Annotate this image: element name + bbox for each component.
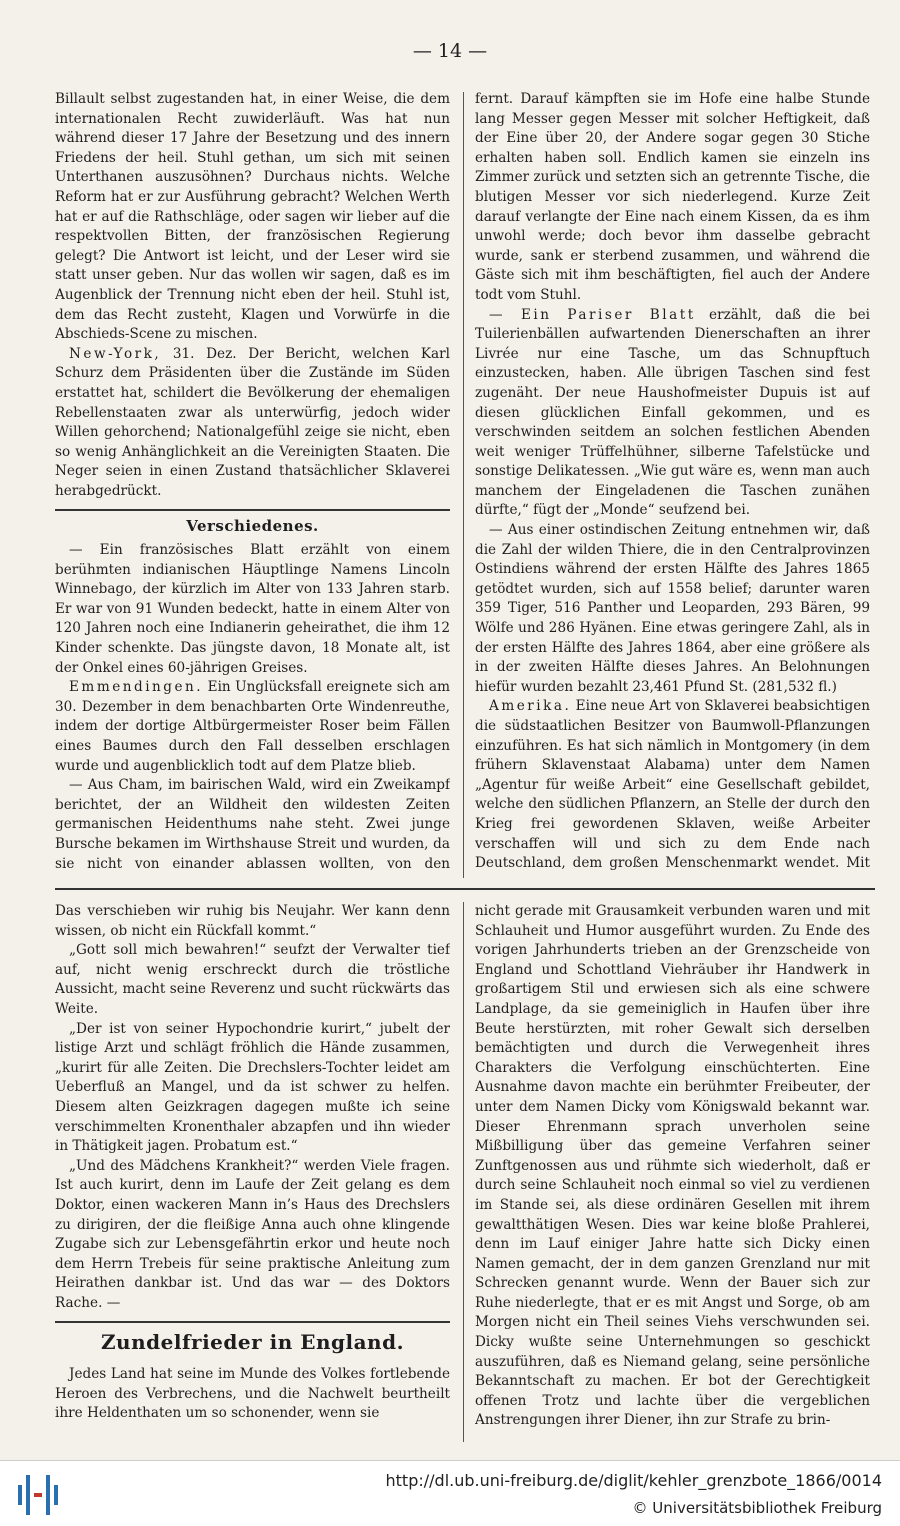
dateline: — Ein Pariser Blatt [489,306,696,323]
paragraph-text: — Aus Cham, im bairischen Wald, wird ein Zweikampf berichtet, der an Wildheit den wildesten Zeiten germanischen Heidenthums nahe steht. Zwei junge Bursche bekamen im Wirthshause Streit und wurden, da sie nicht von einander ablassen wollten, von den [55,777,450,872]
paragraph [55,941,450,1019]
paragraph-text: — Aus einer ostindischen Zeitung entnehmen wir, daß die Zahl der wilden Thiere, die in den Centralprovinzen Ostindiens während der ersten Hälfte des Jahres 1865 getödtet wurden, sich auf 1558 belief; darunter waren 359 Tiger, 516 Panther und Leoparden, 293 Bären, 99 Wölfe und 286 Hyänen. Eine etwas geringere Zahl, als in der ersten Hälfte des Jahres 1864, aber eine größere als in der zweiten Hälfte dieses Jahres. An Belohnungen hiefür wurden bezahlt 23,461 Pfund St. (281,532 fl.) [475,522,870,695]
dateline: Emmendingen. [69,679,204,696]
paragraph [55,541,450,678]
paragraph [55,678,450,776]
paragraph [55,1365,450,1424]
dateline: New-York, [69,345,162,362]
paragraph-text: Jedes Land hat seine im Munde des Volkes fortlebende Heroen des Verbrechens, und die Nachwelt beurtheilt ihre Heldenthaten um so schonender, wenn sie [55,1366,450,1422]
paragraph-text: erzählt, daß die bei Tuilerienbällen aufwartenden Dienerschaften an ihrer Livrée nur eine Tasche, um das Schnupftuch einzustecken, haben. Alle übrigen Taschen sind fest zugenäht. Der neue Haushofmeister Dupuis ist auf diesen glücklichen Einfall gekommen, und es verschwinden seitdem an solchen festlichen Abenden weit weniger Trüffelhühner, silberne Tafelstücke und sonstige Delikatessen. „Wie gut wäre es, wenn man auch manchem der Eingeladenen die Taschen zunähen dürfte,“ fügt der „Monde“ seufzend bei. [475,306,870,519]
paragraph [475,902,870,1431]
paragraph-text: Eine neue Art von Sklaverei beabsichtigen die südstaatlichen Besitzer von Baumwoll-Pflanzungen einzuführen. Es hat sich nämlich in Montgomery (in dem frühern Sklavenstaat Alabama) unter dem Namen „Agentur für weiße Arbeit“ eine Gesellschaft gebildet, welche den südlichen Pflanzern, an Stelle der durch den Krieg frei gewordenen Sklaven, weiße Arbeiter verschaffen will und sich zu dem Ende nach Deutschland, dem großen Menschenmarkt wendet. Mit [475,698,870,872]
paragraph [475,521,870,697]
horizontal-rule [55,888,875,890]
column-divider-top [463,92,464,878]
paragraph [55,1157,450,1314]
source-url-link[interactable]: http://dl.ub.uni-freiburg.de/diglit/kehler_grenzbote_1866/0014 [385,1471,882,1490]
paragraph-text: nicht gerade mit Grausamkeit verbunden waren und mit Schlauheit und Humor ausgeführt wurden. Zu Ende des vorigen Jahrhunderts trieben an der Grenzscheide von England und Schottland Viehräuber ihr Handwerk in großartigem Stil und erwiesen sich als eine schwere Landplage, da sie gemeiniglich in Haufen über ihre Beute herstürzten, mit roher Gewalt sich derselben bemächtigten und durch die Verwegenheit ihres Charakters die Verfolgung einschüchterten. Eine Ausnahme davon machte ein berühmter Freibeuter, der unter dem Namen Dicky vom Königswald bekannt war. Dieser Ehrenmann sprach unverholen seine Mißbilligung über das gemeine Verfahren seiner Zunftgenossen aus und rühmte sich wiederholt, daß er durch seine Schlauheit noch einmal so viel zu verdienen im Stande sei, als diese ordinären Gesellen mit ihrem gewaltthätigen Wesen. Dies war keine bloße Prahlerei, denn im Lauf einiger Jahre hatte sich Dicky einen Namen gemacht, der in dem ganzen Grenzland nur mit Schrecken genannt wurde. Wenn der Bauer sich zur Ruhe niederlegte, that er es mit Angst und Sorge, ob am Morgen nicht ein Theil seines Viehs verschwunden sei. Dicky wußte seine Unternehmungen so geschickt auszuführen, daß es Niemand gelang, seine persönliche Bekanntschaft zu machen. Er bot der Gerechtigkeit offenen Trotz und lachte über die vergeblichen Anstrengungen ihrer Diener, ihn zur Strafe zu brin- [475,903,870,1429]
paragraph [55,1020,450,1157]
paragraph [55,776,450,875]
footer-bar [0,1460,900,1526]
paragraph-text: „Gott soll mich bewahren!“ seufzt der Verwalter tief auf, nicht wenig erschreckt durch die tröstliche Aussicht, macht seine Reverenz und sucht rückwärts das Weite. [55,942,450,1017]
paragraph [475,90,870,306]
paragraph-text: fernt. Darauf kämpften sie im Hofe eine halbe Stunde lang Messer gegen Messer mit solcher Heftigkeit, daß der Eine über 20, der Andere sogar gegen 30 Stiche erhalten haben soll. Endlich kamen sie einzeln ins Zimmer zurück und setzten sich an getrennte Tische, die blutigen Messer vor sich niederlegend. Kurze Zeit darauf verlangte der Eine nach einem Kissen, da es ihm unwohl werde; doch bevor ihm dasselbe gebracht wurde, sank er sterbend zusammen, und während die Gäste sich mit ihm beschäftigten, fiel auch der Andere todt vom Stuhl. [475,91,870,303]
column-top-left [55,90,450,875]
paragraph-text: „Und des Mädchens Krankheit?“ werden Viele fragen. Ist auch kurirt, denn im Laufe der Zeit gelang es dem Doktor, einen wackeren Mann in’s Haus des Drechslers zu dirigiren, der die fleißige Anna auch ohne klingende Zugabe sich zur Lebensgefährtin erkor und heute noch dem Herrn Trebeis für seine praktische Anleitung zum Heirathen dankbar ist. Und das war — des Doktors Rache. — [55,1157,450,1311]
paragraph [55,345,450,502]
ub-freiburg-logo-icon [16,1471,60,1519]
story-rule [55,1321,450,1323]
paragraph-text: „Der ist von seiner Hypochondrie kurirt,“ jubelt der listige Arzt und schlägt fröhlich die Hände zusammen, „kurirt für alle Zeiten. Die Drechslers-Tochter leidet am Ueberfluß an Mangel, und da ist schwer zu helfen. Diesem alten Geizkragen dagegen mußte ich seine verschimmelten Kronenthaler abzapfen und ihn wieder in Thätigkeit jagen. Probatum est.“ [55,1020,450,1155]
paragraph [475,306,870,522]
paragraph [55,90,450,345]
column-divider-bottom [463,902,464,1442]
paragraph-text: Billault selbst zugestanden hat, in einer Weise, die dem internationalen Recht zuwiderläuft. Was hat nun während dieser 17 Jahre der Besetzung und des innern Friedens der heil. Stuhl gethan, um sich mit seinen Unterthanen auszusöhnen? Durchaus nichts. Welche Reform hat er zur Ausführung gebracht? Welchen Werth hat er auf die Rathschläge, oder sagen wir lieber auf die respektvollen Bitten, der französischen Regierung gelegt? Die Antwort ist leicht, und der Leser wird sie statt unser geben. Nur das wollen wir sagen, daß es im Augenblick der Trennung nicht eben der heil. Stuhl ist, dem das Recht zusteht, Klagen und Vorwürfe in die Abschieds-Scene zu mischen. [55,91,450,343]
section-heading: Verschiedenes. [186,517,319,536]
page-number: — 14 — [412,40,488,62]
paragraph-text: 31. Dez. Der Bericht, welchen Karl Schurz dem Präsidenten über die Zustände im Süden erstattet hat, schildert die Bevölkerung der ehemaligen Rebellenstaaten zwar als unterwürfig, jedoch wider Willen gehorchend; Nationalgefühl zeige sie nicht, eben so wenig Anhänglichkeit an die Vereinigten Staaten. Die Neger seien in einen Zustand thatsächlicher Sklaverei herabgedrückt. [55,345,450,499]
column-bottom-left [55,902,450,1442]
section-rule [55,509,450,511]
story-heading: Zundelfrieder in England. [100,1330,405,1355]
paragraph [475,697,870,875]
column-top-right [475,90,870,875]
paragraph [55,902,450,941]
paragraph-text: Das verschieben wir ruhig bis Neujahr. Wer kann denn wissen, ob nicht ein Rückfall kommt.“ [55,903,450,939]
dateline: Amerika. [489,698,572,715]
paragraph-text: — Ein französisches Blatt erzählt von einem berühmten indianischen Häuptlinge Namens Lincoln Winnebago, der kürzlich im Alter von 133 Jahren starb. Er war von 91 Wunden bedeckt, hatte in einem Alter von 120 Jahren noch eine Indianerin geheirathet, die ihm 12 Kinder schenkte. Das jüngste davon, 18 Monate alt, ist der Onkel eines 60-jährigen Greises. [55,542,450,676]
paragraph-text: Ein Unglücksfall ereignete sich am 30. Dezember in dem benachbarten Orte Windenreuthe, indem der dortige Altbürgermeister Roser beim Fällen eines Baumes durch den Fall desselben erschlagen wurde und augenblicklich todt auf dem Platze blieb. [55,679,450,774]
copyright-text: © Universitätsbibliothek Freiburg [632,1499,882,1517]
column-bottom-right [475,902,870,1442]
